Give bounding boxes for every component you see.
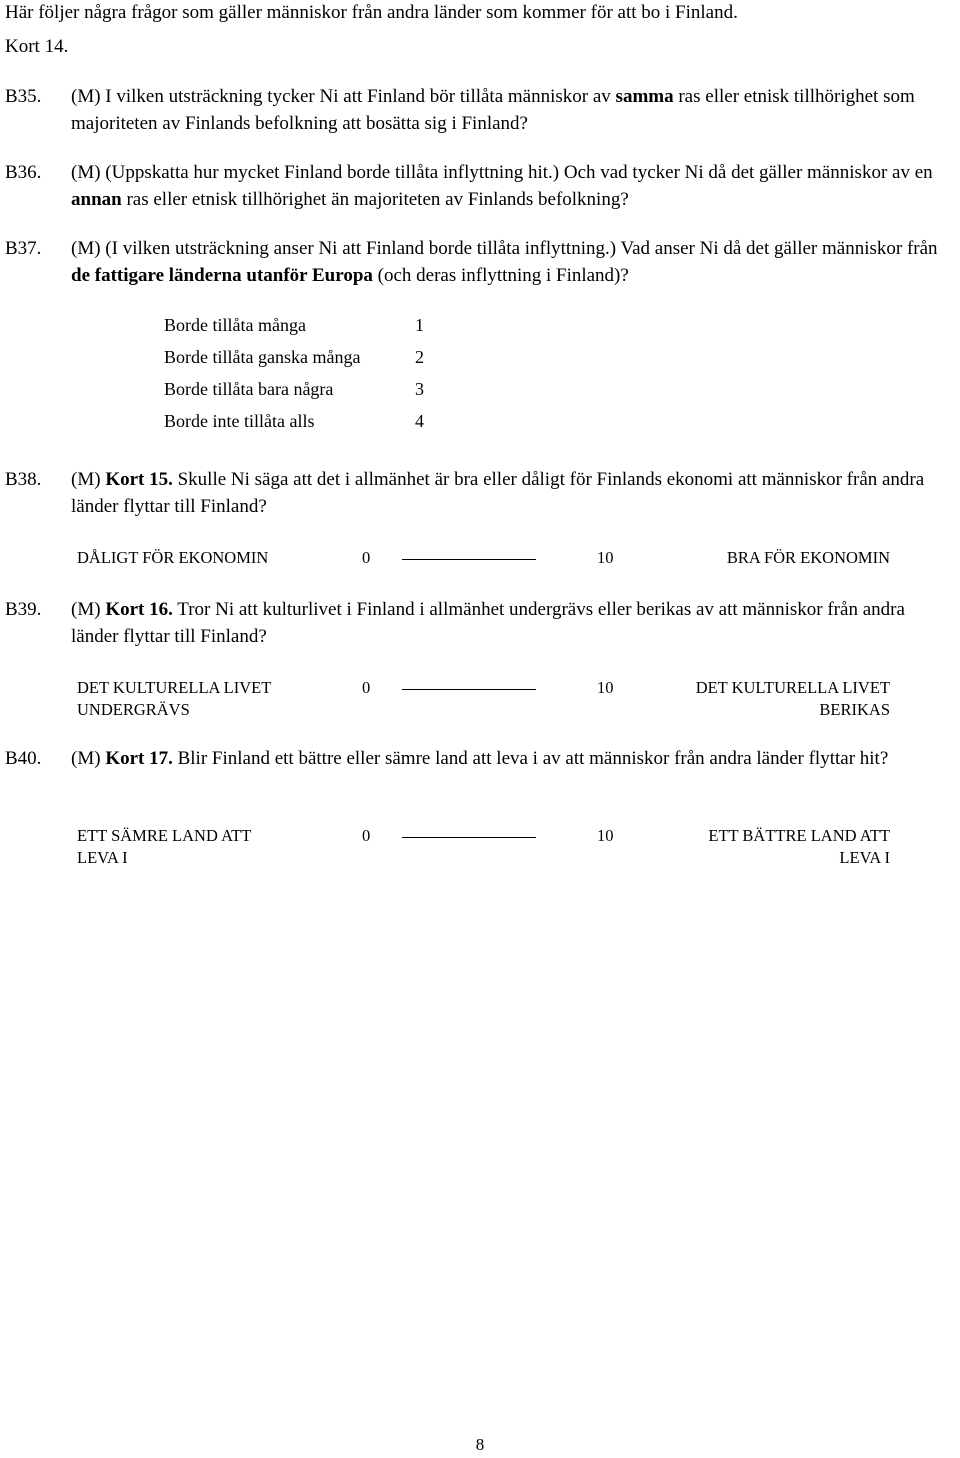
scale-min: 0 (362, 826, 371, 845)
scale-min: 0 (362, 678, 371, 697)
scale-left-label: DÅLIGT FÖR EKONOMIN (77, 548, 269, 567)
question-number: B38. (5, 469, 42, 490)
question-number: B39. (5, 599, 42, 620)
option-code: 1 (415, 315, 424, 335)
question-text-segment: ras eller etnisk tillhörighet som majoriteten av Finlands befolkning att bosätta sig i Finland? (71, 86, 915, 134)
scale-right-label: BRA FÖR EKONOMIN (726, 548, 890, 567)
scale-line (402, 837, 536, 838)
scale-line (402, 559, 536, 560)
scale-max: 10 (597, 826, 614, 845)
question-text (71, 746, 956, 773)
scale-left-label: LEVA I (77, 848, 128, 867)
question-number: B40. (5, 748, 42, 769)
scale-min: 0 (362, 548, 371, 567)
scale-left-label: UNDERGRÄVS (77, 700, 190, 719)
question-text (71, 160, 956, 213)
question-text-segment: (M) (Uppskatta hur mycket Finland borde tillåta inflyttning hit.) Och vad tycker Ni då det gäller människor av en (71, 162, 933, 183)
question-text-segment: (och deras inflyttning i Finland)? (372, 264, 629, 286)
question-text-segment: (M) (I vilken utsträckning anser Ni att Finland borde tillåta inflyttning.) Vad anser Ni då det gäller människor från (71, 238, 938, 259)
scale-line (402, 689, 536, 690)
emphasis-text: Kort 17. (105, 748, 173, 769)
option-label: Borde inte tillåta alls (164, 411, 315, 431)
question-text-segment: (M) I vilken utsträckning tycker Ni att Finland bör tillåta människor av (71, 86, 616, 107)
page-number: 8 (475, 1435, 485, 1454)
emphasis-text: samma (615, 86, 674, 107)
question-text (71, 236, 956, 289)
option-code: 4 (415, 411, 424, 431)
question-number: B36. (5, 162, 42, 183)
emphasis-text: Kort 15. (105, 469, 173, 490)
emphasis-text: Kort 16. (105, 599, 173, 620)
scale-right-label: ETT BÄTTRE LAND ATT (708, 826, 890, 845)
card-label: Kort 14. (5, 36, 69, 57)
option-label: Borde tillåta bara några (164, 379, 334, 399)
emphasis-text: annan (71, 188, 122, 210)
scale-left-label: ETT SÄMRE LAND ATT (77, 826, 252, 845)
question-text-segment: Skulle Ni säga att det i allmänhet är bra eller dåligt för Finlands ekonomi att människor från andra länder flyttar till Finland? (71, 469, 925, 517)
scale-right-label: BERIKAS (819, 700, 890, 719)
emphasis-text: de fattigare länderna utanför Europa (71, 264, 373, 286)
question-text (71, 467, 956, 520)
question-text-segment: (M) (71, 748, 106, 769)
question-number: B37. (5, 238, 42, 259)
option-label: Borde tillåta ganska många (164, 347, 361, 367)
question-text-segment: Blir Finland ett bättre eller sämre land att leva i av att människor från andra länder flyttar hit? (172, 748, 889, 769)
scale-right-label: DET KULTURELLA LIVET (695, 678, 890, 697)
question-text-segment: ras eller etnisk tillhörighet än majoriteten av Finlands befolkning? (121, 188, 629, 210)
question-text-segment: Tror Ni att kulturlivet i Finland i allmänhet undergrävs eller berikas av att människor från andra länder flyttar till Finland? (71, 599, 905, 647)
option-label: Borde tillåta många (164, 315, 306, 335)
question-number: B35. (5, 86, 42, 107)
scale-max: 10 (597, 548, 614, 567)
question-text (71, 597, 956, 650)
scale-max: 10 (597, 678, 614, 697)
question-text-segment: (M) (71, 469, 106, 490)
scale-right-label: LEVA I (839, 848, 890, 867)
scale-left-label: DET KULTURELLA LIVET (77, 678, 272, 697)
question-text-segment: (M) (71, 599, 106, 620)
option-code: 3 (415, 379, 424, 399)
option-code: 2 (415, 347, 424, 367)
question-text (71, 84, 956, 137)
intro-text: Här följer några frågor som gäller människor från andra länder som kommer för att bo i Finland. (5, 2, 738, 23)
